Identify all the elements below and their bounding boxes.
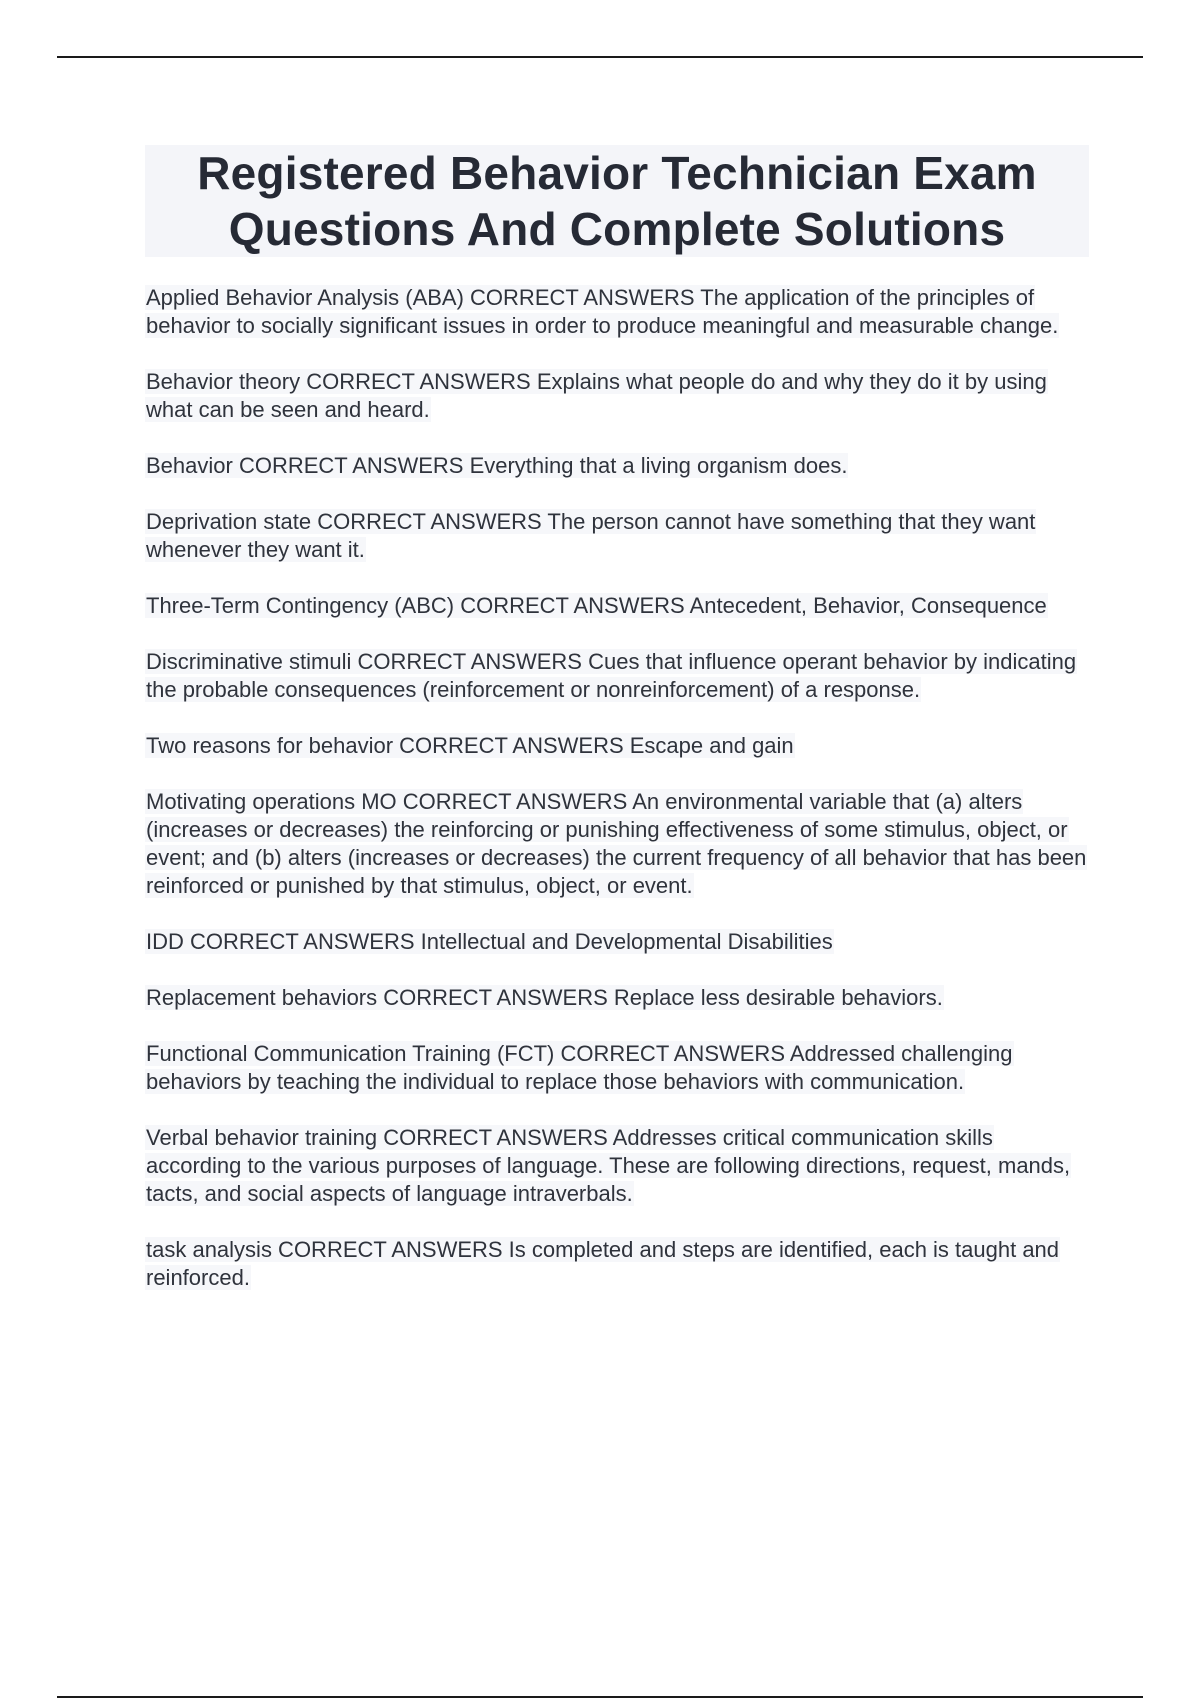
page-title (197, 145, 1037, 257)
qa-entry-text: Motivating operations MO CORRECT ANSWERS An environmental variable that (a) alters (increases or decreases) the reinforcing or punishing effectiveness of some stimulus, object, or event; and (b) alters (increases or decreases) the current frequency of all behavior that has been reinforced or punished by that stimulus, object, or event. (146, 789, 1087, 898)
qa-entry-verbal-behavior-training (145, 1124, 1089, 1208)
qa-entry-text: Functional Communication Training (FCT) CORRECT ANSWERS Addressed challenging behaviors by teaching the individual to replace those behaviors with communication. (146, 1041, 1013, 1094)
qa-entry-deprivation-state (145, 508, 1089, 564)
qa-entry-three-term-contingency (145, 592, 1089, 620)
qa-entry-discriminative-stimuli (145, 648, 1089, 704)
title-line-2: Questions And Complete Solutions (228, 203, 1006, 255)
qa-entry-fct (145, 1040, 1089, 1096)
qa-entry-text: IDD CORRECT ANSWERS Intellectual and Developmental Disabilities (146, 929, 833, 954)
qa-entry-motivating-operations (145, 788, 1089, 900)
qa-entry-text: Discriminative stimuli CORRECT ANSWERS Cues that influence operant behavior by indicating the probable consequences (reinforcement or nonreinforcement) of a response. (146, 649, 1077, 702)
qa-entry-aba (145, 284, 1089, 340)
qa-entry-two-reasons (145, 732, 1089, 760)
qa-entry-idd (145, 928, 1089, 956)
qa-entry-text: Replacement behaviors CORRECT ANSWERS Replace less desirable behaviors. (146, 985, 943, 1010)
qa-list (145, 284, 1089, 1320)
qa-entry-text: Three-Term Contingency (ABC) CORRECT ANSWERS Antecedent, Behavior, Consequence (146, 593, 1047, 618)
title-block (145, 145, 1089, 257)
qa-entry-text: task analysis CORRECT ANSWERS Is completed and steps are identified, each is taught and reinforced. (146, 1237, 1060, 1290)
qa-entry-behavior (145, 452, 1089, 480)
top-divider (57, 56, 1143, 58)
title-line-1: Registered Behavior Technician Exam (197, 147, 1037, 199)
qa-entry-text: Applied Behavior Analysis (ABA) CORRECT ANSWERS The application of the principles of behavior to socially significant issues in order to produce meaningful and measurable change. (146, 285, 1059, 338)
qa-entry-replacement-behaviors (145, 984, 1089, 1012)
qa-entry-task-analysis (145, 1236, 1089, 1292)
bottom-divider (57, 1696, 1143, 1698)
qa-entry-text: Behavior theory CORRECT ANSWERS Explains what people do and why they do it by using what can be seen and heard. (146, 369, 1047, 422)
qa-entry-text: Two reasons for behavior CORRECT ANSWERS Escape and gain (146, 733, 794, 758)
qa-entry-text: Behavior CORRECT ANSWERS Everything that a living organism does. (146, 453, 848, 478)
qa-entry-text: Deprivation state CORRECT ANSWERS The person cannot have something that they want whenever they want it. (146, 509, 1036, 562)
qa-entry-text: Verbal behavior training CORRECT ANSWERS Addresses critical communication skills according to the various purposes of language. These are following directions, request, mands, tacts, and social aspects of language intraverbals. (146, 1125, 1071, 1206)
qa-entry-behavior-theory (145, 368, 1089, 424)
